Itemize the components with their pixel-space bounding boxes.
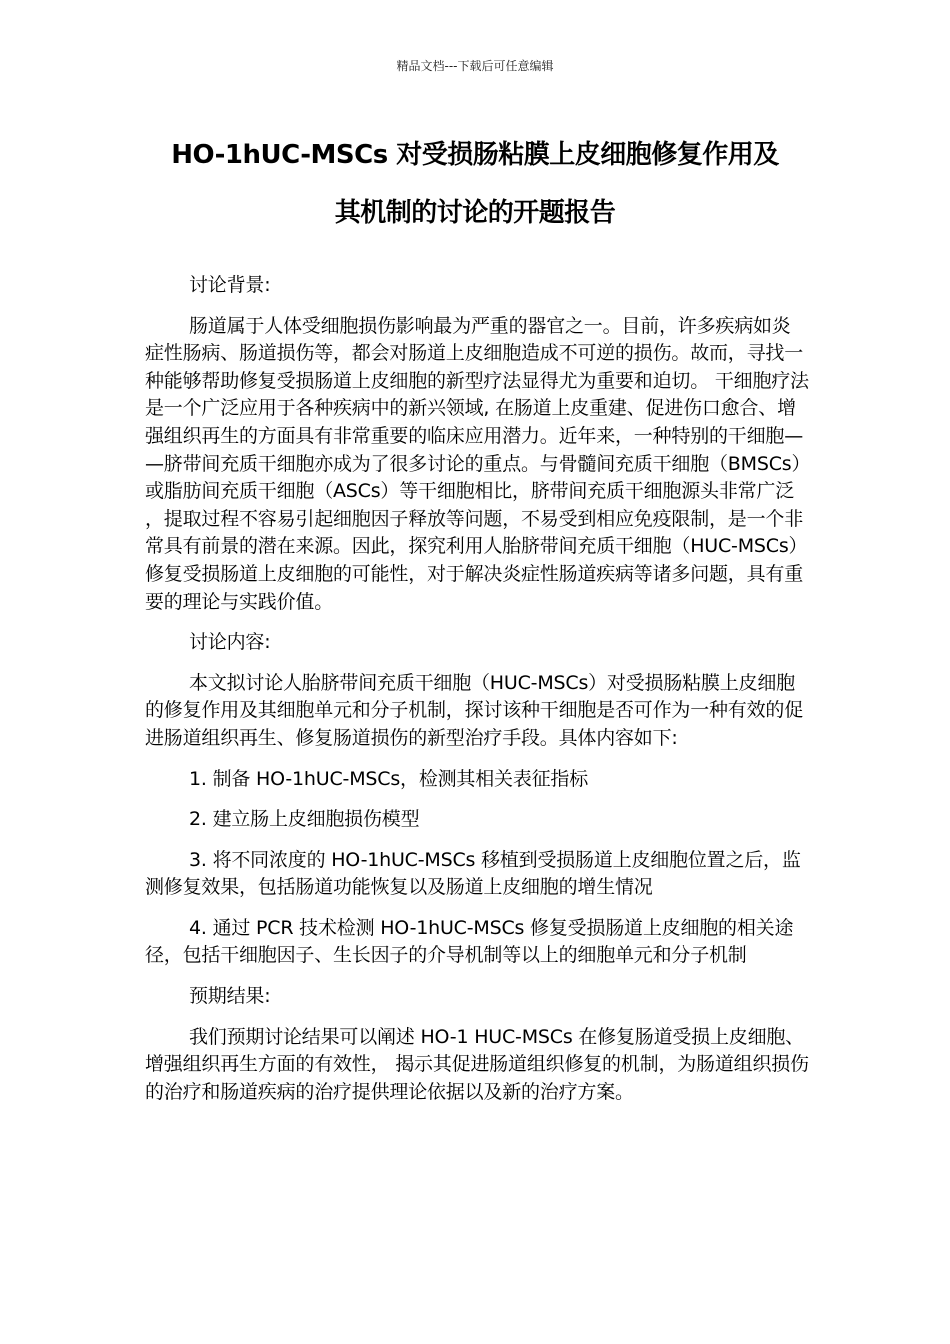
results-heading: 预期结果: — [189, 985, 271, 1008]
document-title-line-1: HO-1hUC-MSCs 对受损肠粘膜上皮细胞修复作用及 — [171, 140, 779, 170]
list-item: 1. 制备 HO-1hUC-MSCs，检测其相关表征指标 — [189, 767, 589, 790]
content-heading: 讨论内容: — [189, 631, 271, 654]
content-paragraph: 本文拟讨论人胎脐带间充质干细胞（HUC-MSCs）对受损肠粘膜上皮细胞的修复作用及其细胞单元和分子机制，探讨该种干细胞是否可作为一种有效的促进肠道组织再生、修复肠道损伤的新型治疗手段。具体内容如下: — [145, 671, 804, 749]
document-body — [145, 272, 809, 1119]
list-item: 2. 建立肠上皮细胞损伤模型 — [189, 808, 420, 831]
results-paragraph: 我们预期讨论结果可以阐述 HO-1 HUC-MSCs 在修复肠道受损上皮细胞、增强组织再生方面的有效性， 揭示其促进肠道组织修复的机制，为肠道组织损伤的治疗和肠道疾病的治疗提供理论依据以及新的治疗方案。 — [145, 1025, 809, 1103]
document-title-line-2: 其机制的讨论的开题报告 — [334, 198, 616, 228]
background-heading: 讨论背景: — [189, 274, 271, 296]
list-item: 4. 通过 PCR 技术检测 HO-1hUC-MSCs 修复受损肠道上皮细胞的相关途径，包括干细胞因子、生长因子的介导机制等以上的细胞单元和分子机制 — [145, 916, 794, 967]
background-paragraph: 肠道属于人体受细胞损伤影响最为严重的器官之一。目前，许多疾病如炎症性肠病、肠道损伤等，都会对肠道上皮细胞造成不可逆的损伤。故而，寻找一种能够帮助修复受损肠道上皮细胞的新型疗法显得尤为重要和迫切。 干细胞疗法是一个广泛应用于各种疾病中的新兴领域, 在肠道上皮重建、促进伤口愈合、增强组织再生的方面具有非常重要的临床应用潜力。近年来，一种特别的干细胞——脐带间充质干细胞亦成为了很多讨论的重点。与骨髓间充质干细胞（BMSCs）或脂肪间充质干细胞（ASCs）等干细胞相比，脐带间充质干细胞源头非常广泛，提取过程不容易引起细胞因子释放等问题，不易受到相应免疫限制，是一个非常具有前景的潜在来源。因此，探究利用人胎脐带间充质干细胞（HUC-MSCs）修复受损肠道上皮细胞的可能性，对于解决炎症性肠道疾病等诸多问题，具有重要的理论与实践价值。 — [145, 314, 809, 613]
page-header-note: 精品文档---下载后可任意编辑 — [396, 59, 554, 73]
list-item: 3. 将不同浓度的 HO-1hUC-MSCs 移植到受损肠道上皮细胞位置之后，监测修复效果，包括肠道功能恢复以及肠道上皮细胞的增生情况 — [145, 848, 801, 899]
